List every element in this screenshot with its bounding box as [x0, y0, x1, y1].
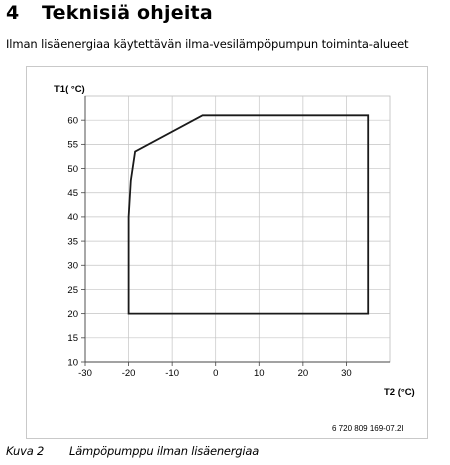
x-tick-label: 10: [253, 368, 265, 379]
y-axis-label: T1( °C): [54, 84, 85, 95]
y-tick-label: 25: [67, 284, 78, 296]
y-tick-label: 60: [67, 115, 78, 127]
y-tick-label: 20: [67, 308, 78, 320]
y-tick-label: 55: [67, 139, 78, 151]
x-tick-label: -30: [78, 368, 92, 379]
y-tick-label: 50: [67, 163, 78, 175]
y-tick-label: 35: [67, 236, 78, 248]
x-axis-label: T2 (°C): [384, 387, 415, 398]
figure-frame: [26, 66, 428, 439]
x-tick-label: 30: [341, 368, 352, 379]
x-tick-label: -20: [121, 368, 136, 379]
y-tick-label: 10: [67, 357, 78, 369]
y-tick-label: 15: [67, 333, 78, 345]
y-tick-label: 30: [67, 260, 78, 272]
plot-area: [85, 96, 390, 362]
y-tick-label: 45: [67, 188, 78, 200]
intro-text: Ilman lisäenergiaa käytettävän ilma-vesilämpöpumpun toiminta-alueet: [6, 37, 409, 51]
caption-label: Kuva 2: [6, 444, 45, 458]
section-heading: [6, 2, 213, 24]
operating-range-chart: [27, 67, 427, 438]
section-title: Teknisiä ohjeita: [42, 2, 213, 24]
caption-text: Lämpöpumppu ilman lisäenergiaa: [69, 444, 260, 458]
y-tick-label: 40: [67, 212, 78, 224]
figure-caption: [6, 444, 259, 458]
x-tick-label: 0: [213, 368, 219, 379]
figure-code: 6 720 809 169-07.2I: [332, 424, 404, 433]
x-tick-label: -10: [165, 368, 180, 379]
section-number: 4: [6, 2, 20, 24]
x-tick-label: 20: [297, 368, 309, 379]
